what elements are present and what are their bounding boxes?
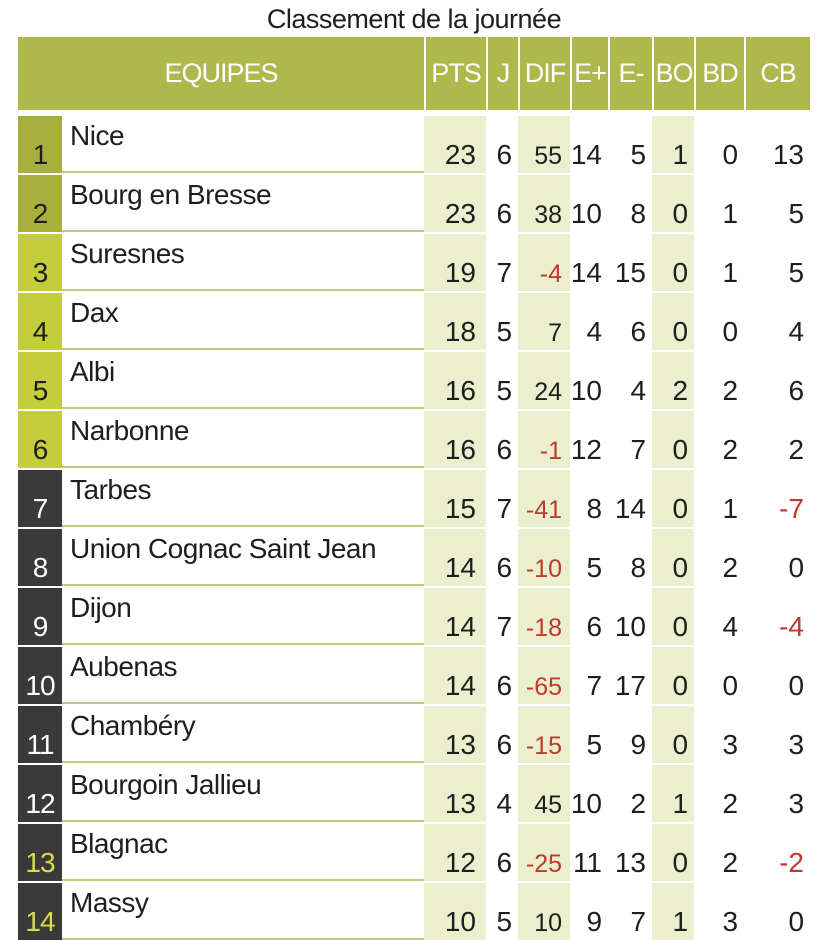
cell-dif: -10 — [518, 527, 570, 586]
cell-rank: 3 — [18, 232, 62, 291]
cell-rank: 10 — [18, 645, 62, 704]
cell-j: 6 — [486, 110, 518, 173]
cell-dif: -65 — [518, 645, 570, 704]
cell-bd: 1 — [694, 232, 744, 291]
cell-dif: -15 — [518, 704, 570, 763]
header-bo: BO — [652, 37, 694, 110]
cell-eminus: 4 — [608, 350, 652, 409]
cell-dif: -41 — [518, 468, 570, 527]
cell-cb: 0 — [744, 645, 810, 704]
cell-eminus: 10 — [608, 586, 652, 645]
cell-pts: 14 — [424, 586, 486, 645]
cell-dif: -25 — [518, 822, 570, 881]
table-row — [18, 822, 810, 881]
cell-pts: 14 — [424, 645, 486, 704]
cell-eminus: 7 — [608, 409, 652, 468]
cell-cb: 5 — [744, 173, 810, 232]
cell-bd: 0 — [694, 645, 744, 704]
cell-cb: -4 — [744, 586, 810, 645]
cell-eplus: 10 — [570, 173, 608, 232]
table-row — [18, 409, 810, 468]
cell-eplus: 7 — [570, 645, 608, 704]
table-body — [18, 110, 810, 940]
cell-cb: 13 — [744, 110, 810, 173]
cell-cb: 3 — [744, 763, 810, 822]
cell-team: Narbonne — [62, 409, 424, 468]
table-row — [18, 763, 810, 822]
cell-eminus: 8 — [608, 527, 652, 586]
cell-bd: 2 — [694, 409, 744, 468]
cell-team: Massy — [62, 881, 424, 940]
header-j: J — [486, 37, 518, 110]
table-row — [18, 350, 810, 409]
cell-bo: 0 — [652, 586, 694, 645]
table-row — [18, 645, 810, 704]
table-row — [18, 232, 810, 291]
cell-rank: 11 — [18, 704, 62, 763]
cell-bo: 0 — [652, 409, 694, 468]
header-bd: BD — [694, 37, 744, 110]
cell-dif: 7 — [518, 291, 570, 350]
cell-eplus: 4 — [570, 291, 608, 350]
cell-rank: 13 — [18, 822, 62, 881]
cell-team: Blagnac — [62, 822, 424, 881]
cell-rank: 6 — [18, 409, 62, 468]
header-equipes: EQUIPES — [18, 37, 424, 110]
standings-table — [18, 37, 810, 940]
cell-eminus: 17 — [608, 645, 652, 704]
cell-rank: 8 — [18, 527, 62, 586]
cell-cb: 0 — [744, 881, 810, 940]
cell-bo: 0 — [652, 645, 694, 704]
cell-pts: 10 — [424, 881, 486, 940]
cell-team: Union Cognac Saint Jean — [62, 527, 424, 586]
cell-eminus: 14 — [608, 468, 652, 527]
cell-pts: 13 — [424, 704, 486, 763]
cell-team: Albi — [62, 350, 424, 409]
cell-dif: 10 — [518, 881, 570, 940]
cell-bd: 0 — [694, 291, 744, 350]
cell-cb: -7 — [744, 468, 810, 527]
header-dif: DIF — [518, 37, 570, 110]
cell-eplus: 11 — [570, 822, 608, 881]
cell-j: 6 — [486, 704, 518, 763]
cell-dif: 38 — [518, 173, 570, 232]
cell-pts: 18 — [424, 291, 486, 350]
cell-cb: 3 — [744, 704, 810, 763]
cell-team: Chambéry — [62, 704, 424, 763]
cell-pts: 23 — [424, 173, 486, 232]
cell-eminus: 2 — [608, 763, 652, 822]
cell-bo: 1 — [652, 763, 694, 822]
cell-bd: 2 — [694, 350, 744, 409]
cell-pts: 12 — [424, 822, 486, 881]
cell-eplus: 10 — [570, 350, 608, 409]
table-header — [18, 37, 810, 110]
cell-bd: 1 — [694, 173, 744, 232]
cell-bo: 0 — [652, 468, 694, 527]
cell-j: 6 — [486, 645, 518, 704]
cell-pts: 19 — [424, 232, 486, 291]
cell-cb: 2 — [744, 409, 810, 468]
cell-bo: 0 — [652, 173, 694, 232]
cell-bd: 1 — [694, 468, 744, 527]
cell-bd: 3 — [694, 881, 744, 940]
cell-eplus: 10 — [570, 763, 608, 822]
cell-cb: 4 — [744, 291, 810, 350]
table-row — [18, 173, 810, 232]
cell-team: Nice — [62, 110, 424, 173]
cell-rank: 9 — [18, 586, 62, 645]
cell-bo: 1 — [652, 881, 694, 940]
cell-pts: 16 — [424, 409, 486, 468]
cell-eplus: 14 — [570, 110, 608, 173]
cell-bd: 0 — [694, 110, 744, 173]
header-cb: CB — [744, 37, 810, 110]
cell-bo: 1 — [652, 110, 694, 173]
cell-eminus: 8 — [608, 173, 652, 232]
cell-j: 6 — [486, 409, 518, 468]
cell-rank: 1 — [18, 110, 62, 173]
cell-bo: 0 — [652, 527, 694, 586]
page-title: Classement de la journée — [266, 4, 562, 34]
table-row — [18, 527, 810, 586]
cell-cb: 5 — [744, 232, 810, 291]
cell-cb: -2 — [744, 822, 810, 881]
cell-pts: 23 — [424, 110, 486, 173]
header-pts: PTS — [424, 37, 486, 110]
cell-j: 7 — [486, 468, 518, 527]
cell-eplus: 5 — [570, 527, 608, 586]
cell-cb: 0 — [744, 527, 810, 586]
cell-bd: 2 — [694, 822, 744, 881]
cell-team: Aubenas — [62, 645, 424, 704]
cell-dif: -4 — [518, 232, 570, 291]
cell-eplus: 8 — [570, 468, 608, 527]
cell-eminus: 5 — [608, 110, 652, 173]
cell-dif: 55 — [518, 110, 570, 173]
table-row — [18, 110, 810, 173]
cell-bo: 0 — [652, 822, 694, 881]
cell-j: 4 — [486, 763, 518, 822]
cell-eminus: 9 — [608, 704, 652, 763]
cell-eminus: 7 — [608, 881, 652, 940]
cell-bd: 3 — [694, 704, 744, 763]
table-row — [18, 881, 810, 940]
cell-bd: 4 — [694, 586, 744, 645]
cell-dif: 24 — [518, 350, 570, 409]
cell-eminus: 15 — [608, 232, 652, 291]
cell-j: 5 — [486, 291, 518, 350]
cell-eplus: 6 — [570, 586, 608, 645]
cell-bo: 0 — [652, 291, 694, 350]
cell-eplus: 12 — [570, 409, 608, 468]
cell-team: Dax — [62, 291, 424, 350]
cell-bd: 2 — [694, 527, 744, 586]
table-row — [18, 704, 810, 763]
cell-bo: 0 — [652, 232, 694, 291]
cell-dif: -18 — [518, 586, 570, 645]
cell-team: Bourg en Bresse — [62, 173, 424, 232]
cell-pts: 13 — [424, 763, 486, 822]
cell-j: 5 — [486, 350, 518, 409]
cell-pts: 16 — [424, 350, 486, 409]
cell-j: 6 — [486, 822, 518, 881]
header-eminus: E- — [608, 37, 652, 110]
cell-j: 7 — [486, 586, 518, 645]
cell-rank: 7 — [18, 468, 62, 527]
table-row — [18, 468, 810, 527]
cell-rank: 12 — [18, 763, 62, 822]
table-row — [18, 291, 810, 350]
cell-rank: 4 — [18, 291, 62, 350]
cell-bo: 2 — [652, 350, 694, 409]
cell-j: 5 — [486, 881, 518, 940]
cell-cb: 6 — [744, 350, 810, 409]
cell-eminus: 13 — [608, 822, 652, 881]
cell-bd: 2 — [694, 763, 744, 822]
cell-rank: 14 — [18, 881, 62, 940]
cell-j: 6 — [486, 527, 518, 586]
cell-team: Bourgoin Jallieu — [62, 763, 424, 822]
cell-team: Suresnes — [62, 232, 424, 291]
cell-team: Tarbes — [62, 468, 424, 527]
cell-eminus: 6 — [608, 291, 652, 350]
cell-rank: 2 — [18, 173, 62, 232]
cell-dif: 45 — [518, 763, 570, 822]
cell-eplus: 9 — [570, 881, 608, 940]
cell-dif: -1 — [518, 409, 570, 468]
table-row — [18, 586, 810, 645]
cell-eplus: 5 — [570, 704, 608, 763]
cell-j: 6 — [486, 173, 518, 232]
cell-pts: 14 — [424, 527, 486, 586]
cell-j: 7 — [486, 232, 518, 291]
cell-rank: 5 — [18, 350, 62, 409]
cell-bo: 0 — [652, 704, 694, 763]
cell-pts: 15 — [424, 468, 486, 527]
cell-eplus: 14 — [570, 232, 608, 291]
header-eplus: E+ — [570, 37, 608, 110]
cell-team: Dijon — [62, 586, 424, 645]
